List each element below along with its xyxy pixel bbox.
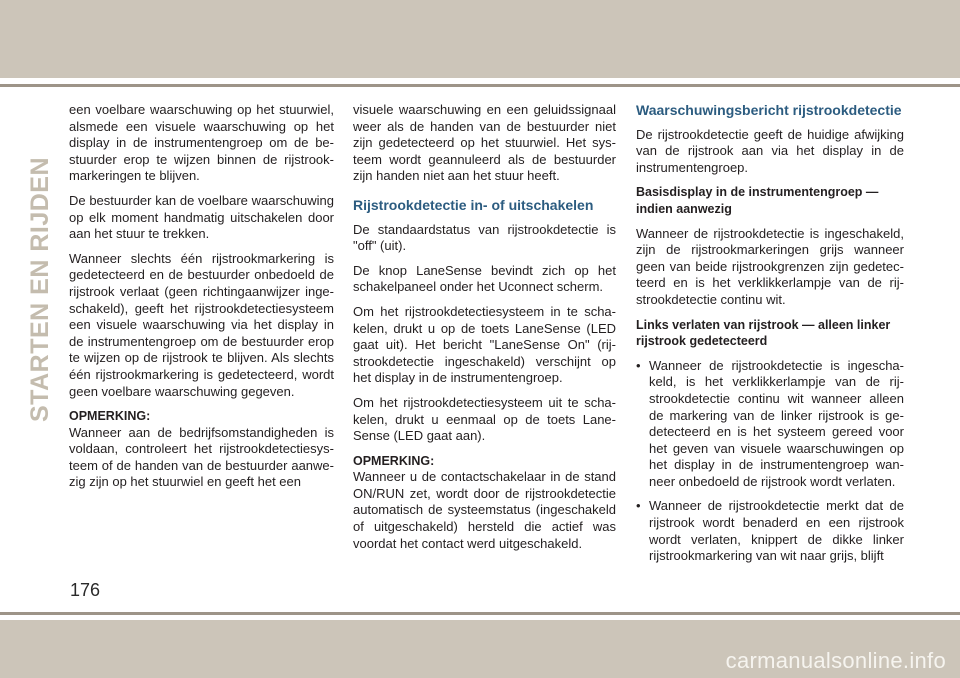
paragraph: De knop LaneSense bevindt zich op het schakelpaneel onder het Uconnect scherm.: [353, 262, 616, 295]
section-side-label: STARTEN EN RIJDEN: [26, 156, 54, 422]
subheading: Links verlaten van rijstrook — alleen linker rijstrook gedetecteerd: [636, 317, 891, 349]
paragraph: een voelbare waarschuwing op het stuurwiel, alsmede een visuele waarschuwing op het display in de instrumentengroep om de bestuurder erop te wijzen binnen de rijstrookmarkeringen te blijven.: [69, 102, 334, 184]
list-item: • Wanneer de rijstrookdetectie is ingeschakeld, is het verklikkerlampje van de rijstrookdetectie continu wit wanneer alleen de markering van de linker rijstrook is gedetecteerd en is het systeem gereed voor het geven van visuele waarschuwingen op het display in de instrumentengroep wanneer onbedoeld de rijstrook wordt verlaten.: [636, 358, 904, 491]
paragraph: visuele waarschuwing en een geluidssignaal weer als de handen van de bestuurder niet zijn gedetecteerd op het stuurwiel. Het systeem wordt geannuleerd als de bestuurder zijn handen niet aan het stuur heeft.: [353, 102, 616, 184]
note-text: Wanneer aan de bedrijfsomstandigheden is voldaan, controleert het rijstrookdetectiesysteem of de handen van de bestuurder aanwezig zijn op het stuurwiel en geeft het een: [69, 424, 334, 490]
paragraph: Om het rijstrookdetectiesysteem in te schakelen, drukt u op de toets LaneSense (LED gaat uit). Het bericht "LaneSense On" (rijstrookdetectie ingeschakeld) verschijnt op het display in de instrumentengroep.: [353, 303, 616, 386]
text-column-1: [69, 102, 334, 499]
paragraph: Wanneer de rijstrookdetectie is ingeschakeld, zijn de rijstrookmarkeringen grijs wanneer geen van beide rijstrookgrenzen zijn gedetecteerd en is het verklikkerlampje van de rijstrookdetectie continu wit.: [636, 225, 904, 307]
watermark: carmanualsonline.info: [725, 648, 946, 673]
note-label: OPMERKING:: [353, 453, 435, 468]
list-item: • Wanneer de rijstrookdetectie merkt dat de rijstrook wordt benaderd en een rijstrook wordt verlaten, knippert de dikke linker rijstrookmarkering van wit naar grijs, blijft: [636, 498, 904, 564]
text-column-2: [353, 102, 616, 560]
paragraph: Om het rijstrookdetectiesysteem uit te schakelen, drukt u eenmaal op de toets LaneSense (LED gaat aan).: [353, 394, 616, 444]
paragraph: Wanneer slechts één rijstrookmarkering is gedetecteerd en de bestuurder onbedoeld de rijstrook verlaat (geen richtingaanwijzer ingeschakeld), geeft het rijstrookdetectiesysteem een visuele waarschuwing via het display in de instrumentengroep om de bestuurder erop te wijzen op de rijstrook te blijven. Als slechts één rijstrookmarkering is gedetecteerd, wordt geen voelbare waarschuwing gegeven.: [69, 250, 334, 399]
note: [69, 408, 334, 491]
text-column-3: [636, 102, 904, 573]
page-number: 176: [70, 580, 101, 600]
paragraph: De rijstrookdetectie geeft de huidige afwijking van de rijstrook aan via het display in de instrumentengroep.: [636, 126, 904, 175]
section-heading: Rijstrookdetectie in- of uitschakelen: [353, 196, 594, 213]
note: [353, 453, 616, 553]
bullet-list: [636, 358, 904, 565]
section-heading: Waarschuwingsbericht rijstrookdetectie: [636, 102, 902, 118]
paragraph: De standaardstatus van rijstrookdetectie is "off" (uit).: [353, 221, 616, 254]
footer-rule: [0, 612, 960, 615]
paragraph: De bestuurder kan de voelbare waarschuwing op elk moment handmatig uitschakelen door aan het stuur te trekken.: [69, 192, 334, 242]
header-band: [0, 0, 960, 78]
note-label: OPMERKING:: [69, 409, 151, 424]
subheading: Basisdisplay in de instrumentengroep — indien aanwezig: [636, 185, 879, 216]
header-rule: [0, 84, 960, 87]
note-text: Wanneer u de contactschakelaar in de stand ON/RUN zet, wordt door de rijstrookdetectie automatisch de systeemstatus (ingeschakeld of uitgeschakeld) hersteld die actief was voordat het contact werd uitgeschakeld.: [353, 469, 616, 551]
